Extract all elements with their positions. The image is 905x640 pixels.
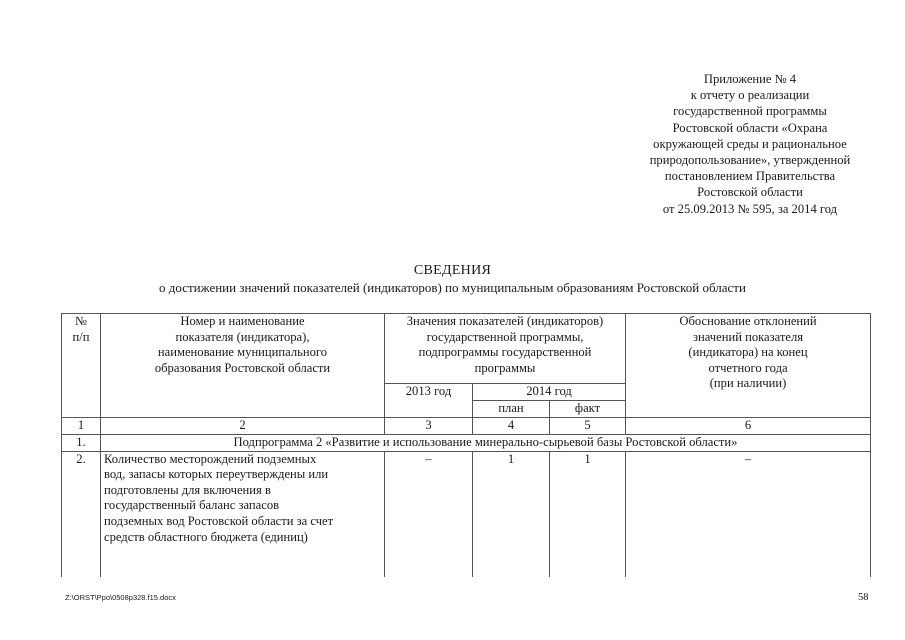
indicator-plan-2014: 1 bbox=[473, 451, 550, 577]
header-name-line: образования Ростовской области bbox=[154, 360, 331, 375]
indicator-row bbox=[62, 451, 871, 577]
indicator-name-line: средств областного бюджета (единиц) bbox=[104, 529, 308, 544]
indicators-table bbox=[61, 313, 871, 577]
header-number-line: п/п bbox=[72, 329, 90, 344]
header-plan: план bbox=[473, 400, 550, 417]
column-number: 4 bbox=[473, 417, 550, 434]
subprogram-text: Подпрограмма 2 «Развитие и использование минерально-сырьевой базы Ростовской области» bbox=[101, 434, 871, 451]
header-justification-line: (при наличии) bbox=[709, 376, 787, 391]
header-justification-line: значений показателя bbox=[693, 329, 804, 344]
appendix-line: Ростовской области «Охрана bbox=[672, 120, 828, 135]
header-year-2013: 2013 год bbox=[385, 384, 473, 418]
indicator-name-line: вод, запасы которых переутверждены или bbox=[104, 467, 329, 482]
header-row bbox=[62, 314, 871, 384]
header-fact: факт bbox=[550, 400, 626, 417]
appendix-line: окружающей среды и рациональное bbox=[653, 136, 847, 151]
appendix-line: постановлением Правительства bbox=[664, 169, 836, 184]
indicator-name-line: Количество месторождений подземных bbox=[104, 451, 317, 466]
header-justification bbox=[626, 314, 871, 418]
appendix-line: государственной программы bbox=[673, 104, 827, 119]
header-name-line: показателя (индикатора), bbox=[175, 329, 310, 344]
header-name bbox=[101, 314, 385, 418]
appendix-line: к отчету о реализации bbox=[690, 88, 810, 103]
column-number: 3 bbox=[385, 417, 473, 434]
appendix-line: природопользование», утвержденной bbox=[649, 153, 851, 168]
indicator-name bbox=[101, 451, 385, 577]
subprogram-row bbox=[62, 434, 871, 451]
column-number: 5 bbox=[550, 417, 626, 434]
column-number: 6 bbox=[626, 417, 871, 434]
header-values-line: программы bbox=[474, 360, 536, 375]
header-values-line: подпрограммы государственной bbox=[418, 345, 592, 360]
header-values bbox=[385, 314, 626, 384]
indicator-justification: – bbox=[626, 451, 871, 577]
appendix-line: Приложение № 4 bbox=[703, 72, 797, 86]
document-title: СВЕДЕНИЯ bbox=[413, 263, 492, 278]
appendix-line: от 25.09.2013 № 595, за 2014 год bbox=[662, 201, 838, 216]
indicator-name-line: подземных вод Ростовской области за счет bbox=[104, 513, 334, 528]
indicator-name-line: подготовлены для включения в bbox=[104, 482, 271, 497]
indicator-number: 2. bbox=[62, 451, 101, 577]
indicator-name-line: государственный баланс запасов bbox=[104, 498, 280, 513]
indicator-value-2013: – bbox=[385, 451, 473, 577]
header-name-line: Номер и наименование bbox=[180, 314, 305, 328]
column-number: 1 bbox=[62, 417, 101, 434]
file-path: Z:\ORST\Ppo\0508p328.f15.docx bbox=[65, 593, 176, 602]
header-justification-line: (индикатора) на конец bbox=[688, 345, 808, 360]
subprogram-number: 1. bbox=[62, 434, 101, 451]
column-number: 2 bbox=[101, 417, 385, 434]
header-justification-line: отчетного года bbox=[708, 360, 788, 375]
indicator-fact-2014: 1 bbox=[550, 451, 626, 577]
header-number bbox=[62, 314, 101, 418]
header-justification-line: Обоснование отклонений bbox=[679, 314, 817, 328]
appendix-block bbox=[600, 71, 900, 217]
header-values-line: государственной программы, bbox=[426, 329, 584, 344]
document-subtitle: о достижении значений показателей (индикаторов) по муниципальным образованиям Ростовской области bbox=[159, 280, 746, 295]
column-number-row bbox=[62, 417, 871, 434]
header-name-line: наименование муниципального bbox=[157, 345, 328, 360]
header-year-2014: 2014 год bbox=[473, 384, 626, 401]
header-values-line: Значения показателей (индикаторов) bbox=[406, 314, 604, 328]
page-number: 58 bbox=[858, 592, 869, 603]
appendix-line: Ростовской области bbox=[697, 185, 803, 200]
header-number-line: № bbox=[74, 314, 88, 328]
